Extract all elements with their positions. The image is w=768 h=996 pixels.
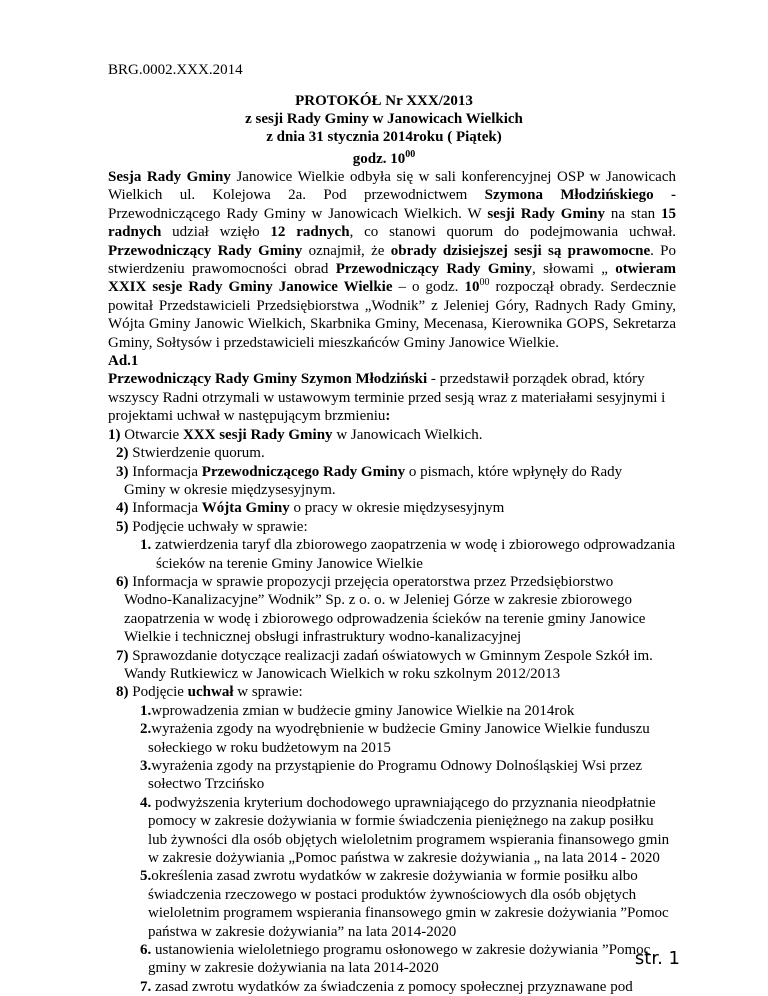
resolution-4-cont-3: w zakresie dożywiania „Pomoc państwa w zakresie dożywiania „ na lata 2014 - 2020 <box>148 850 660 867</box>
title-line-4: godz. $10^{00}$ <box>352 149 416 167</box>
page-number: str. 1 <box>634 948 680 969</box>
agenda-item-6-cont-3: Wielkie i technicznej obsługi infrastruktury wodno-kanalizacyjnej <box>124 629 522 646</box>
protocol-title <box>0 92 768 168</box>
resolution-4-cont-2: lub żywności dla osób objętych wieloletnim programem wspierania finansowego gmin <box>148 831 670 848</box>
agenda-item-3-cont: Gminy w okresie międzysesyjnym. <box>124 481 336 498</box>
agenda-item-5: 5) Podjęcie uchwały w sprawie: <box>116 518 308 535</box>
agenda-item-4: 4) Informacja Wójta Gminy o pracy w okresie międzysesyjnym <box>116 500 505 517</box>
resolution-2-cont: sołeckiego w roku budżetowym na 2015 <box>148 739 391 756</box>
protocol-body <box>108 168 676 996</box>
title-line-2: z sesji Rady Gminy w Janowicach Wielkich <box>245 111 523 127</box>
agenda-item-6-cont-2: zaopatrzenia w wodę i zbiorowego odprowadzenia ścieków na terenie gminy Janowice <box>124 610 646 627</box>
agenda-item-3: 3) Informacja Przewodniczącego Rady Gminy o pismach, które wpłynęły do Rady <box>116 463 623 480</box>
resolution-7: 7. zasad zwrotu wydatków za świadczenia z pomocy społecznej przyznawane pod <box>140 978 633 995</box>
agenda-item-7-cont: Wandy Rutkiewicz w Janowicach Wielkich w roku szkolnym 2012/2013 <box>124 665 561 682</box>
agenda-item-6: 6) Informacja w sprawie propozycji przejęcia operatorstwa przez Przedsiębiorstwo <box>116 573 614 590</box>
agenda-item-5-1: 1. zatwierdzenia taryf dla zbiorowego zaopatrzenia w wodę i zbiorowego odprowadzania <box>140 537 676 554</box>
resolution-6-cont: gminy w zakresie dożywiania na lata 2014-2020 <box>148 960 439 977</box>
chair-line-2: wszyscy Radni otrzymali w ustawowym terminie przed sesją wraz z materiałami sesyjnymi i <box>108 389 666 406</box>
resolution-1: 1.wprowadzenia zmian w budżecie gminy Janowice Wielkie na 2014rok <box>140 702 575 719</box>
resolution-4: 4. podwyższenia kryterium dochodowego uprawniającego do przyznania nieodpłatnie <box>140 794 656 811</box>
chair-line-1: Przewodniczący Rady Gminy Szymon Młodziński - przedstawił porządek obrad, który <box>108 371 645 388</box>
agenda-item-7: 7) Sprawozdanie dotyczące realizacji zadań oświatowych w Gminnym Zespole Szkół im. <box>116 647 653 664</box>
resolution-5: 5.określenia zasad zwrotu wydatków w zakresie dożywiania w formie posiłku albo <box>140 868 638 885</box>
resolution-3-cont: sołectwo Trzcińsko <box>148 776 265 793</box>
resolution-4-cont-1: pomocy w zakresie dożywiania w formie świadczenia pieniężnego na zakup posiłku <box>148 813 654 830</box>
intro-paragraph: Sesja Rady Gminy Janowice Wielkie odbyła się w sali konferencyjnej OSP w Janowicach Wielkich ul. Kolejowa 2a. Pod przewodnictwem Szymona Młodzińskiego - Przewodniczącego Rady Gminy w Janowicach Wielkich. W sesji Rady Gminy na stan 15 radnych udział wzięło 12 radnych, co stanowi quorum do podejmowania uchwał. Przewodniczący Rady Gminy oznajmił, że obrady dzisiejszej sesji są prawomocne. Po stwierdzeniu prawomocności obrad Przewodniczący Rady Gminy, słowami „ otwieram XXIX sesje Rady Gminy Janowice Wielkie – o godz. $10^{00}$ rozpoczął obrady. Serdecznie powitał Przedstawicieli Przedsiębiorstwa „Wodnik” z Jeleniej Góry, Radnych Rady Gminy, Wójta Gminy Janowic Wielkich, Skarbnika Gminy, Mecenasa, Kierownika GOPS, Sekretarza Gminy, Sołtysów i przedstawicieli mieszkańców Gminy Janowice Wielkie. <box>108 169 677 351</box>
chair-line-3: projektami uchwał w następującym brzmieniu: <box>108 408 391 425</box>
resolution-6: 6. ustanowienia wieloletniego programu osłonowego w zakresie dożywiania ”Pomoc <box>140 942 651 959</box>
document-reference: BRG.0002.XXX.2014 <box>108 62 243 78</box>
resolution-2: 2.wyrażenia zgody na wyodrębnienie w budżecie Gminy Janowice Wielkie funduszu <box>140 721 650 738</box>
resolution-5-cont-1: świadczenia rzeczowego w postaci produktów żywnościowych dla osób objętych <box>148 886 637 903</box>
agenda-item-5-1-cont: ścieków na terenie Gminy Janowice Wielkie <box>156 555 423 572</box>
agenda-item-8: 8) Podjęcie uchwał w sprawie: <box>116 684 303 701</box>
agenda-item-1: 1) Otwarcie XXX sesji Rady Gminy w Janowicach Wielkich. <box>108 426 483 443</box>
title-line-3: z dnia 31 stycznia 2014roku ( Piątek) <box>266 129 502 145</box>
agenda-item-2: 2) Stwierdzenie quorum. <box>116 445 265 462</box>
title-line-1: PROTOKÓŁ Nr XXX/2013 <box>295 93 473 109</box>
section-heading-ad1: Ad.1 <box>108 353 139 370</box>
resolution-5-cont-3: państwa w zakresie dożywiania” na lata 2014-2020 <box>148 923 457 940</box>
resolution-5-cont-2: wieloletnim programem wspierania finansowego gmin w zakresie dożywiania ”Pomoc <box>148 905 669 922</box>
agenda-item-6-cont-1: Wodno-Kanalizacyjne” Wodnik” Sp. z o. o. w Jeleniej Górze w zakresie zbiorowego <box>124 592 632 609</box>
resolution-3: 3.wyrażenia zgody na przystąpienie do Programu Odnowy Dolnośląskiej Wsi przez <box>140 758 643 774</box>
